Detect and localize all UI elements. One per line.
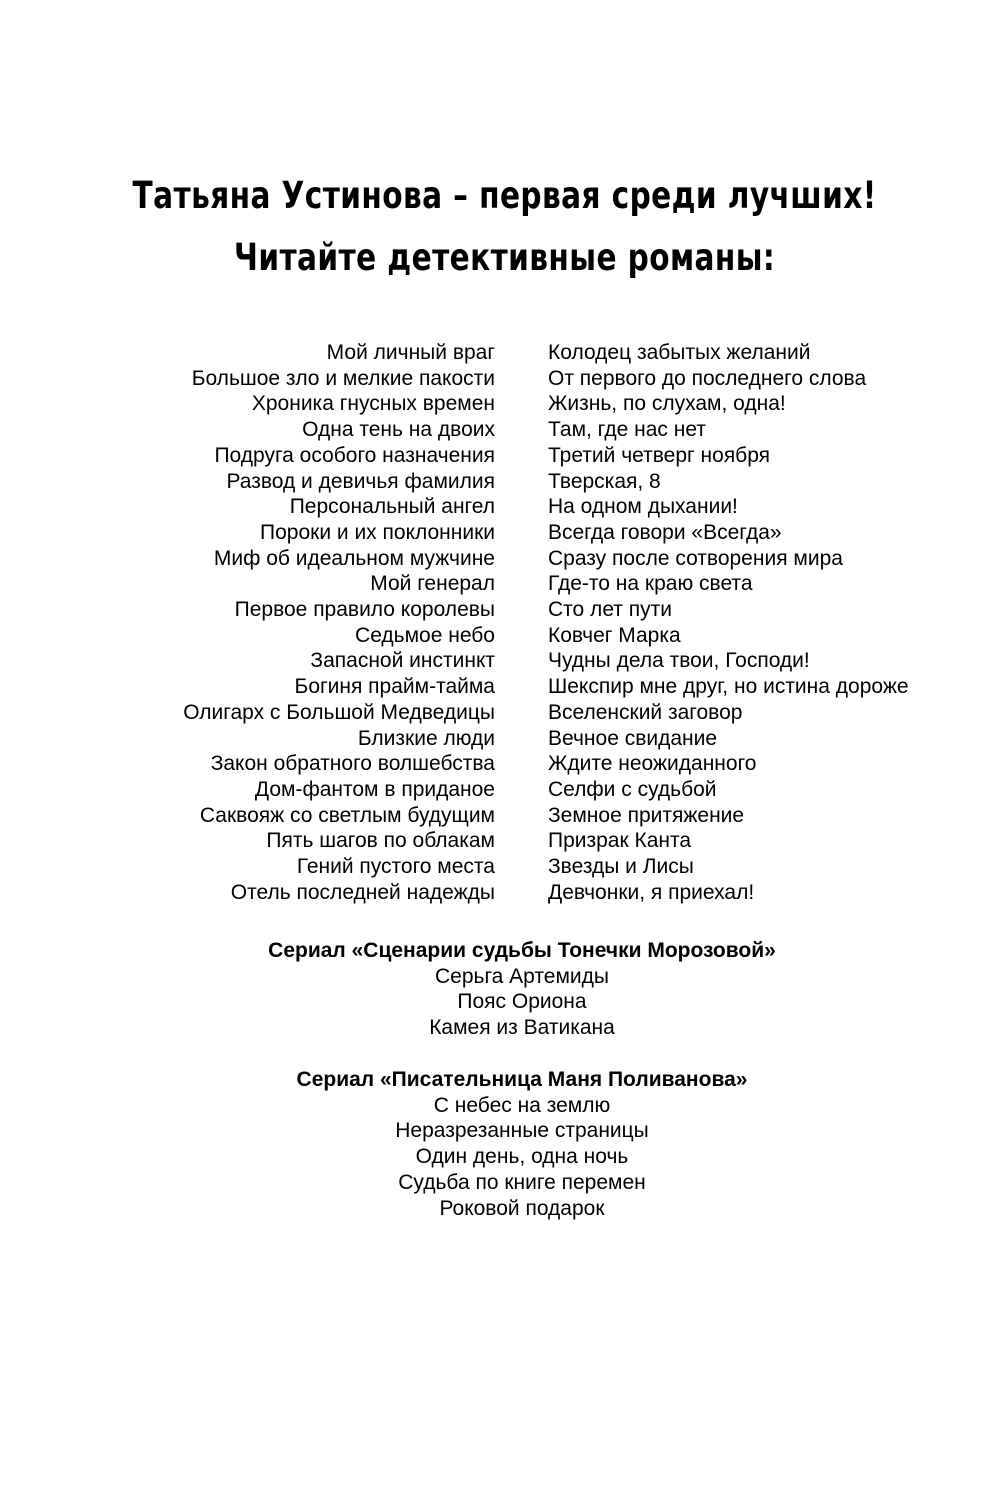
book-title: Пороки и их поклонники bbox=[260, 520, 495, 544]
book-title: Чудны дела твои, Господи! bbox=[548, 649, 810, 673]
titles-right-column bbox=[548, 340, 909, 905]
series-title: Сериал «Писательница Маня Поливанова» bbox=[296, 1068, 748, 1091]
book-title: Мой генерал bbox=[370, 572, 495, 596]
book-title: Там, где нас нет bbox=[548, 418, 706, 442]
book-title: Дом-фантом в приданое bbox=[254, 777, 495, 801]
book-title: Девчонки, я приехал! bbox=[548, 880, 755, 904]
heading-line-1: Татьяна Устинова – первая среди лучших! bbox=[132, 174, 877, 217]
series-book-title: Серьга Артемиды bbox=[435, 964, 609, 988]
series-book-title: С небес на землю bbox=[433, 1093, 611, 1117]
book-title: Тверская, 8 bbox=[548, 469, 661, 493]
series-book-title: Один день, одна ночь bbox=[415, 1145, 629, 1169]
book-title: Гений пустого места bbox=[296, 855, 495, 879]
book-title: Жизнь, по слухам, одна! bbox=[548, 392, 786, 416]
book-title: Всегда говори «Всегда» bbox=[548, 520, 782, 544]
book-title: Шекспир мне друг, но истина дороже bbox=[548, 675, 909, 699]
book-title: Ковчег Марка bbox=[548, 623, 681, 647]
book-title: Ждите неожиданного bbox=[548, 752, 757, 776]
book-title: Большое зло и мелкие пакости bbox=[191, 366, 495, 390]
book-title: Отель последней надежды bbox=[230, 880, 495, 904]
book-title: Развод и девичья фамилия bbox=[226, 469, 495, 493]
book-title: Сразу после сотворения мира bbox=[548, 546, 843, 570]
book-title: Вечное свидание bbox=[548, 726, 718, 750]
book-title: На одном дыхании! bbox=[548, 495, 738, 519]
book-title: Где-то на краю света bbox=[548, 572, 753, 596]
series-title: Сериал «Сценарии судьбы Тонечки Морозовой» bbox=[268, 939, 776, 962]
book-title: Хроника гнусных времен bbox=[251, 392, 495, 416]
book-title: Закон обратного волшебства bbox=[210, 752, 495, 776]
book-title: Саквояж со светлым будущим bbox=[199, 803, 495, 827]
book-title: Пять шагов по облакам bbox=[266, 829, 495, 853]
book-title: Подруга особого назначения bbox=[214, 443, 495, 467]
book-title: Запасной инстинкт bbox=[310, 649, 495, 673]
series-book-title: Роковой подарок bbox=[439, 1196, 605, 1220]
book-title: Третий четверг ноября bbox=[548, 443, 771, 467]
book-title: Миф об идеальном мужчине bbox=[213, 546, 495, 570]
book-title: Первое правило королевы bbox=[234, 598, 495, 622]
series-book-title: Судьба по книге перемен bbox=[398, 1170, 646, 1194]
book-title: Сто лет пути bbox=[548, 598, 672, 622]
book-title: Олигарх с Большой Медведицы bbox=[183, 700, 495, 724]
series-book-title: Пояс Ориона bbox=[457, 990, 587, 1014]
book-title: Звезды и Лисы bbox=[548, 855, 694, 879]
series-book-title: Камея из Ватикана bbox=[429, 1016, 615, 1040]
book-title: Земное притяжение bbox=[548, 803, 745, 827]
heading-line-2: Читайте детективные романы: bbox=[234, 236, 776, 279]
book-title: От первого до последнего слова bbox=[548, 366, 867, 390]
book-title: Мой личный враг bbox=[326, 341, 495, 364]
series-book-title: Неразрезанные страницы bbox=[395, 1119, 649, 1143]
titles-left-column bbox=[183, 340, 495, 905]
book-title: Колодец забытых желаний bbox=[548, 341, 811, 364]
book-title: Богиня прайм-тайма bbox=[294, 675, 495, 699]
book-title: Персональный ангел bbox=[289, 495, 495, 519]
book-title: Селфи с судьбой bbox=[548, 777, 717, 801]
book-title: Призрак Канта bbox=[548, 829, 692, 853]
series-block-tonechka bbox=[0, 938, 1000, 1041]
series-block-manya bbox=[0, 1067, 1000, 1221]
book-title: Вселенский заговор bbox=[548, 700, 743, 724]
book-title: Близкие люди bbox=[357, 726, 495, 750]
book-title: Седьмое небо bbox=[355, 623, 495, 647]
page-heading bbox=[105, 165, 905, 289]
book-title: Одна тень на двоих bbox=[302, 418, 495, 442]
